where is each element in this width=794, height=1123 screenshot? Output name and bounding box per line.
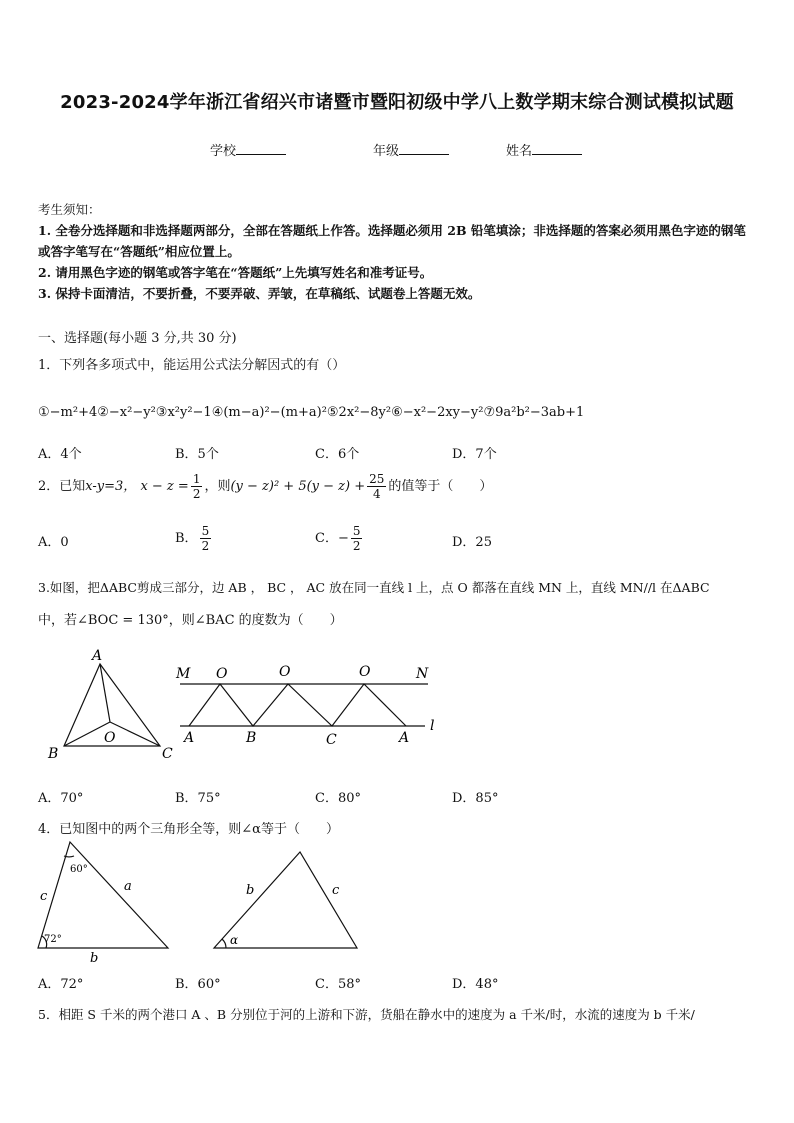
q2-option-a[interactable]: A．0 bbox=[38, 535, 69, 550]
q3-option-a[interactable]: A．70° bbox=[38, 791, 84, 806]
q2-prefix: 2．已知 bbox=[38, 479, 86, 494]
q2-option-c-label: C．− bbox=[315, 531, 349, 546]
label-O-1: O bbox=[216, 666, 228, 682]
q2-cond1: x-y=3， bbox=[85, 479, 137, 494]
angle-72-label: 72° bbox=[44, 934, 62, 945]
t2-side-b-label: b bbox=[246, 883, 255, 898]
school-blank[interactable] bbox=[236, 142, 286, 155]
q3-triangle-figure bbox=[44, 644, 184, 764]
q4-stem: 4．已知图中的两个三角形全等，则∠α等于（ ） bbox=[38, 822, 339, 837]
q2-option-b[interactable] bbox=[175, 520, 213, 558]
label-A-base-2: A bbox=[399, 730, 410, 746]
frac-denominator: 2 bbox=[352, 539, 361, 553]
q3-stem-line1: 3.如图，把ΔABC剪成三部分，边 AB ， BC ， AC 放在同一直线 l 上，点 O 都落在直线 MN 上，直线 MN//l 在ΔABC bbox=[38, 580, 710, 595]
label-N: N bbox=[416, 666, 429, 682]
side-c-label: c bbox=[40, 889, 48, 904]
label-O-2: O bbox=[279, 664, 291, 680]
q1-option-b[interactable]: B．5个 bbox=[175, 447, 219, 462]
side-b-label: b bbox=[90, 951, 99, 966]
notice-item-3: 3. 保持卡面清洁，不要折叠，不要弄破、弄皱，在草稿纸、试题卷上答题无效。 bbox=[38, 286, 481, 301]
q2-mid: ，则 bbox=[204, 479, 231, 494]
school-label: 学校 bbox=[210, 144, 237, 159]
name-label: 姓名 bbox=[506, 144, 533, 159]
label-C-base: C bbox=[326, 732, 337, 748]
q2-suffix: 的值等于（ ） bbox=[388, 479, 493, 494]
q5-stem: 5．相距 S 千米的两个港口 A 、B 分别位于河的上游和下游，货船在静水中的速度为 a 千米/时，水流的速度为 b 千米/ bbox=[38, 1007, 695, 1022]
frac-denominator: 2 bbox=[201, 539, 210, 553]
label-O: O bbox=[104, 730, 116, 746]
q1-option-c[interactable]: C．6个 bbox=[315, 447, 360, 462]
angle-60-label: 60° bbox=[70, 864, 88, 875]
q2-cond2: x − z = bbox=[140, 479, 189, 494]
grade-label: 年级 bbox=[373, 144, 400, 159]
label-l: l bbox=[430, 718, 435, 734]
q2-stem bbox=[38, 466, 492, 508]
side-a-label: a bbox=[124, 879, 132, 894]
q1-option-d[interactable]: D．7个 bbox=[452, 447, 497, 462]
frac-denominator: 4 bbox=[372, 487, 381, 501]
q2-fraction-2 bbox=[367, 472, 386, 501]
frac-numerator: 5 bbox=[352, 524, 361, 538]
label-M: M bbox=[176, 666, 191, 682]
t2-side-c-label: c bbox=[332, 883, 340, 898]
q3-stem-line2: 中，若∠BOC = 130°，则∠BAC 的度数为（ ） bbox=[38, 613, 343, 628]
q4-option-d[interactable]: D．48° bbox=[452, 977, 499, 992]
label-O-3: O bbox=[359, 664, 371, 680]
label-A: A bbox=[92, 648, 103, 664]
frac-numerator: 25 bbox=[369, 472, 385, 486]
grade-blank[interactable] bbox=[399, 142, 449, 155]
q3-option-c[interactable]: C．80° bbox=[315, 791, 361, 806]
name-field[interactable] bbox=[506, 140, 582, 159]
label-B-base: B bbox=[246, 730, 257, 746]
q4-option-a[interactable]: A．72° bbox=[38, 977, 84, 992]
q2-option-c[interactable] bbox=[315, 520, 364, 558]
q2-fraction-1 bbox=[191, 472, 203, 501]
q4-triangle-1 bbox=[34, 838, 174, 968]
q2-expression: (y − z)² + 5(y − z) + bbox=[230, 479, 366, 494]
frac-denominator: 2 bbox=[192, 487, 201, 501]
name-blank[interactable] bbox=[532, 142, 582, 155]
q4-option-c[interactable]: C．58° bbox=[315, 977, 361, 992]
notice-item-1: 1. 全卷分选择题和非选择题两部分，全部在答题纸上作答。选择题必须用 2B 铅笔填涂；非选择题的答案必须用黑色字迹的钢笔或答字笔写在“答题纸”相应位置上。 bbox=[38, 223, 746, 259]
label-C: C bbox=[162, 746, 173, 762]
label-A-base-1: A bbox=[184, 730, 195, 746]
label-B: B bbox=[48, 746, 59, 762]
q2-option-b-fraction bbox=[200, 524, 212, 553]
q2-option-d[interactable]: D．25 bbox=[452, 535, 492, 550]
alpha-label: α bbox=[230, 933, 239, 947]
q1-stem: 1．下列各多项式中，能运用公式法分解因式的有（） bbox=[38, 358, 346, 373]
school-field[interactable] bbox=[210, 140, 286, 159]
q2-option-c-fraction bbox=[351, 524, 363, 553]
q3-strip-figure bbox=[170, 656, 450, 756]
q1-option-a[interactable]: A．4个 bbox=[38, 447, 82, 462]
q4-triangle-2 bbox=[210, 848, 364, 954]
q4-option-b[interactable]: B．60° bbox=[175, 977, 221, 992]
page-title: 2023-2024学年浙江省绍兴市诸暨市暨阳初级中学八上数学期末综合测试模拟试题 bbox=[60, 92, 734, 113]
notice-heading: 考生须知： bbox=[38, 202, 101, 217]
q3-option-b[interactable]: B．75° bbox=[175, 791, 221, 806]
notice-item-2: 2. 请用黑色字迹的钢笔或答字笔在“答题纸”上先填写姓名和准考证号。 bbox=[38, 265, 433, 280]
grade-field[interactable] bbox=[373, 140, 449, 159]
q3-option-d[interactable]: D．85° bbox=[452, 791, 499, 806]
frac-numerator: 1 bbox=[192, 472, 201, 486]
section-title: 一、选择题(每小题 3 分,共 30 分) bbox=[38, 331, 237, 346]
q2-option-b-label: B． bbox=[175, 531, 198, 546]
q1-expression: ①−m²+4②−x²−y²③x²y²−1④(m−a)²−(m+a)²⑤2x²−8y²⑥−x²−2xy−y²⑦9a²b²−3ab+1 bbox=[38, 405, 585, 420]
frac-numerator: 5 bbox=[201, 524, 210, 538]
